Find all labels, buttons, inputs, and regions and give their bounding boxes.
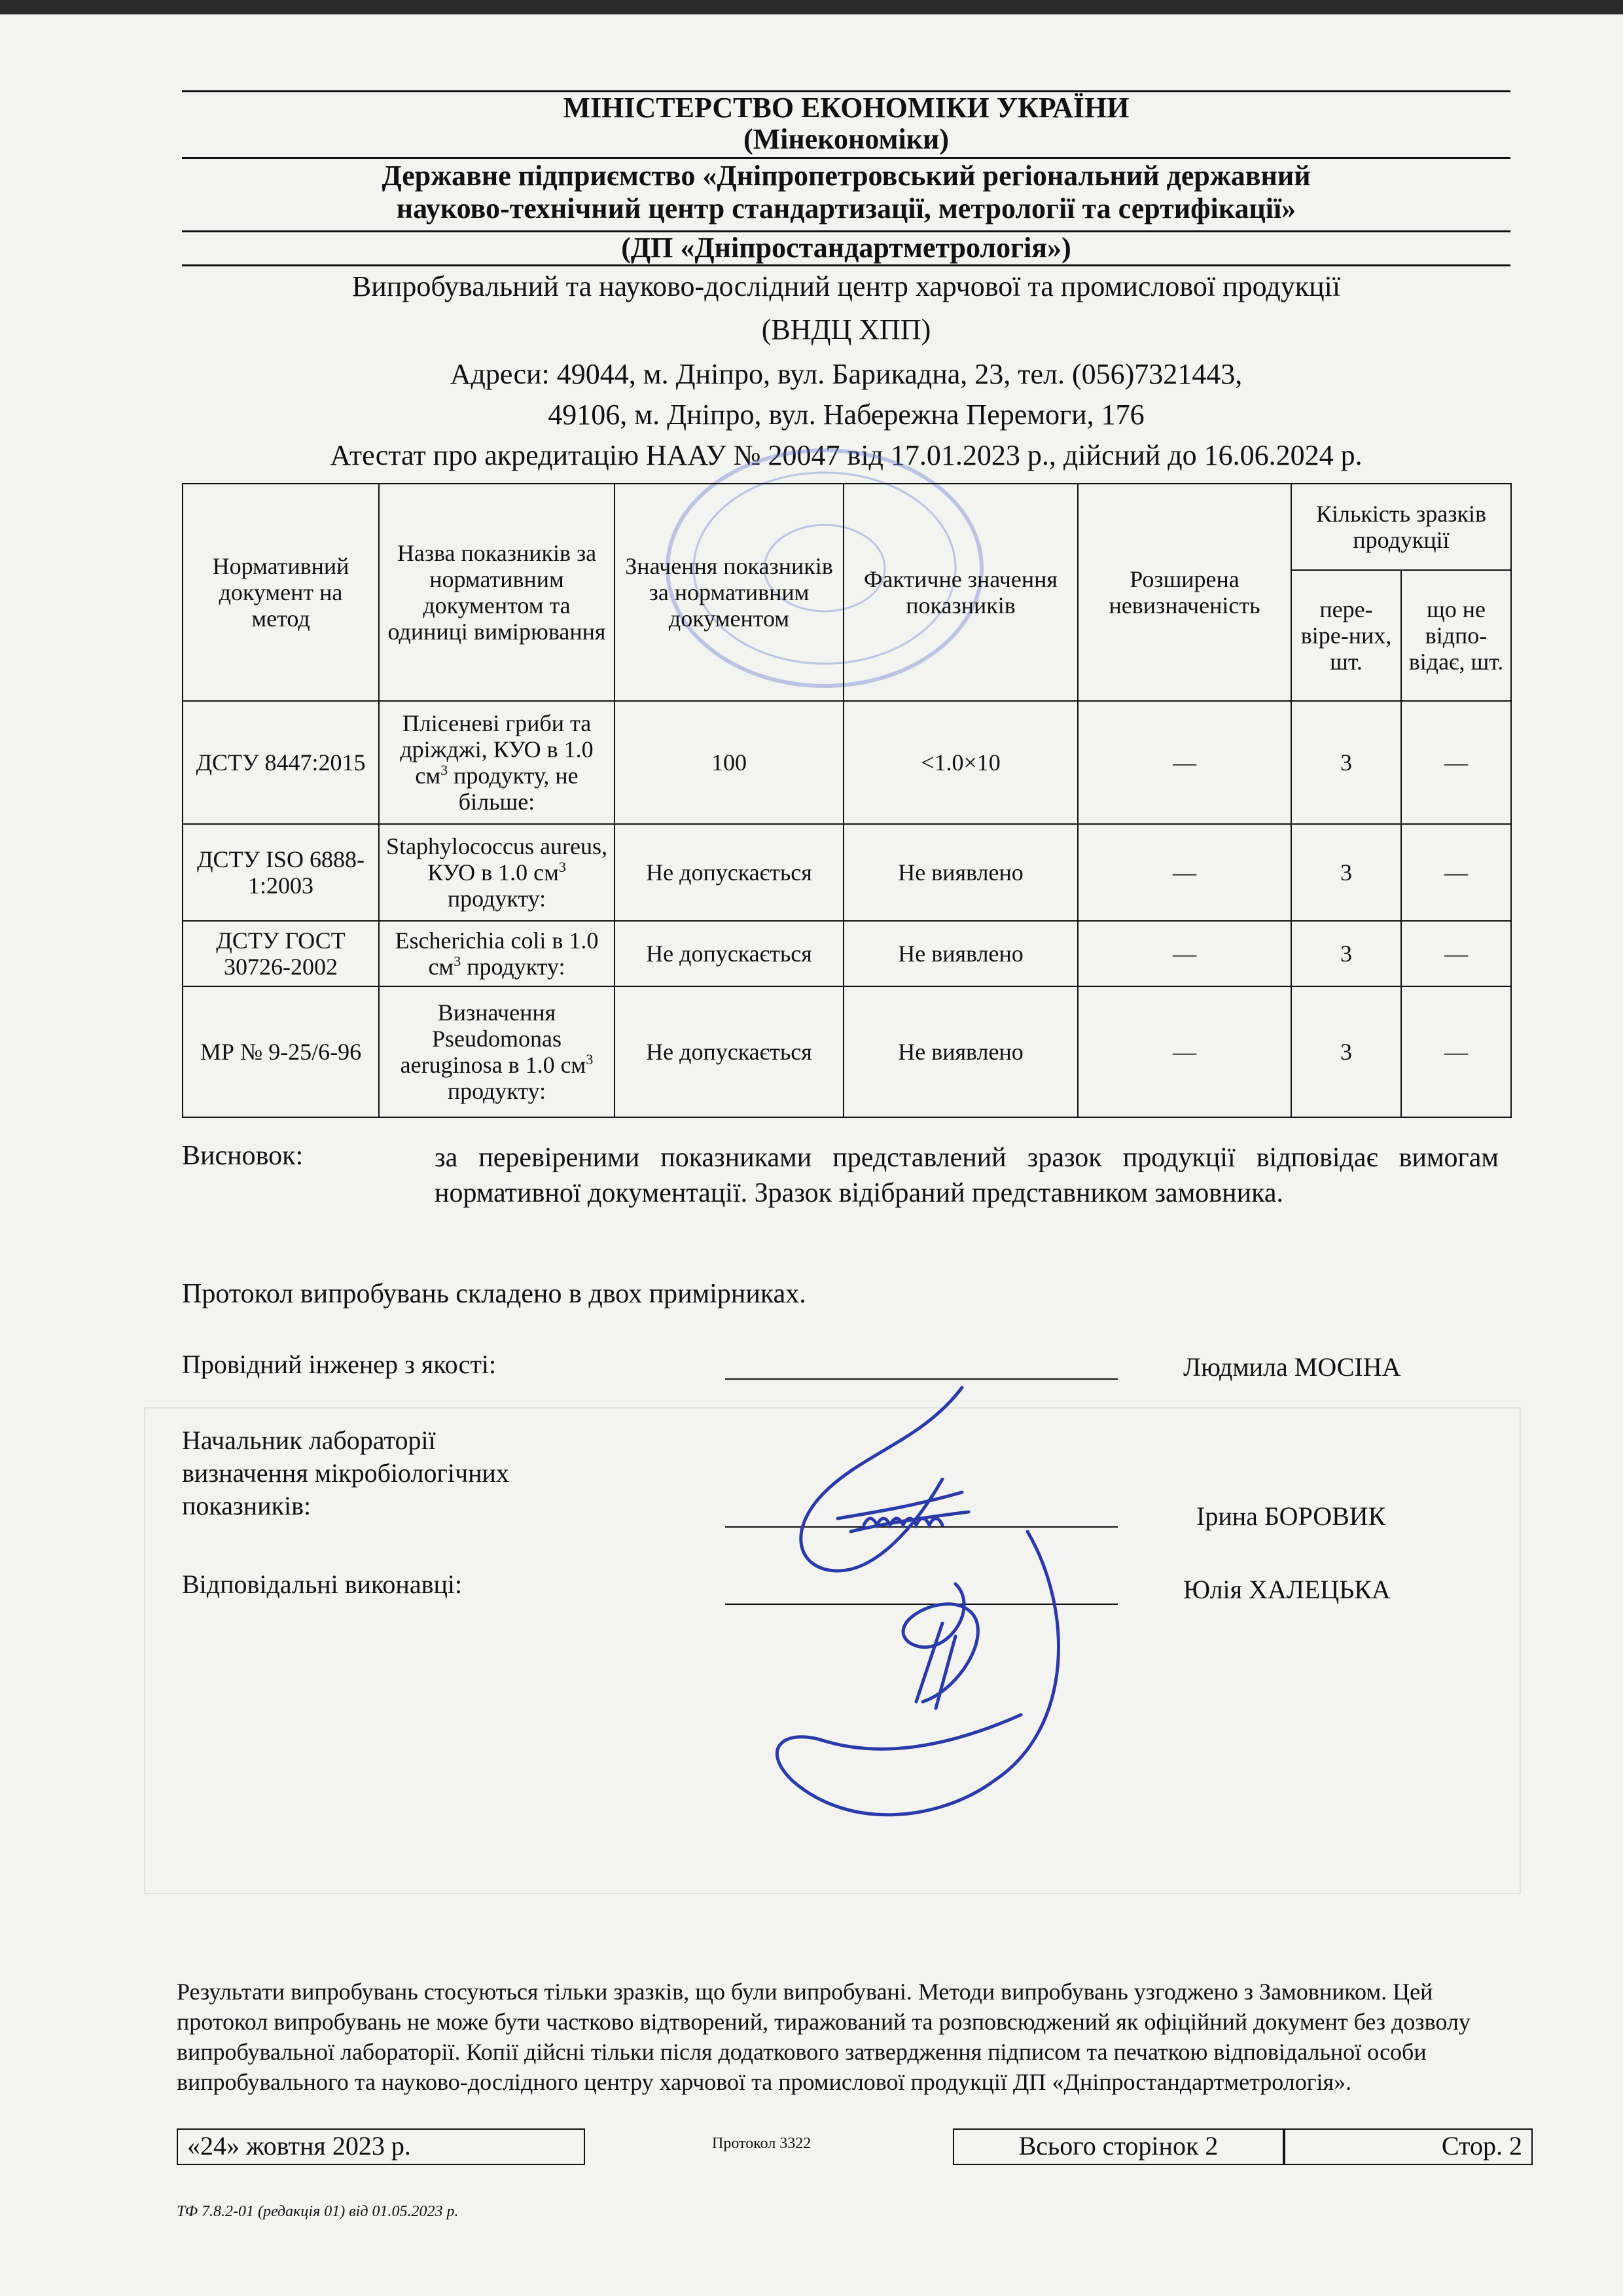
protocol-date-box: «24» жовтня 2023 р.: [177, 2128, 585, 2165]
cell-doc: МР № 9-25/6-96: [183, 986, 379, 1117]
center-name: Випробувальний та науково-дослідний центр харчової та промислової продукції: [351, 270, 1341, 302]
cell-name: Визначення Pseudomonas aeruginosa в 1.0 $см^3$ продукту:: [379, 986, 615, 1117]
cell-name: Плісеневі гриби та дріжджі, КУО в 1.0 $см^3$ продукту, не більше:: [379, 701, 615, 824]
col-header-count: Кількість зразків продукції: [1291, 484, 1511, 570]
cell-nonconf: —: [1401, 986, 1511, 1117]
quality-engineer-role: Провідний інженер з якості:: [182, 1350, 497, 1379]
scan-edge: [0, 0, 1623, 14]
executors-role: Відповідальні виконавці:: [182, 1570, 463, 1599]
cell-checked: 3: [1291, 824, 1401, 921]
enterprise-line2: науково-технічний центр стандартизації, метрології та сертифікації»: [396, 192, 1296, 224]
cell-doc: ДСТУ ГОСТ 30726-2002: [183, 921, 379, 986]
lab-head-role-line3: показників:: [182, 1491, 312, 1520]
cell-name: Staphylococcus aureus, КУО в 1.0 $см^3$ продукту:: [379, 824, 615, 921]
col-header-actual: Фактичне значення показників: [844, 484, 1078, 701]
cell-doc: ДСТУ 8447:2015: [183, 701, 379, 824]
col-header-norm: Значення показників за нормативним документом: [615, 484, 844, 701]
cell-norm: 100: [615, 701, 844, 824]
cell-nonconf: —: [1401, 824, 1511, 921]
executors-name: Юлія ХАЛЕЦЬКА: [1183, 1575, 1391, 1604]
lab-head-role-line1: Начальник лабораторії: [182, 1426, 436, 1455]
cell-norm: Не допускається: [615, 986, 844, 1117]
handwritten-signature: [746, 1361, 1165, 1872]
lab-head-role-line2: визначення мікробіологічних: [182, 1458, 509, 1488]
form-code: ТФ 7.8.2-01 (редакція 01) від 01.05.2023 р.: [177, 2203, 459, 2220]
table-row: [183, 701, 1511, 824]
cell-norm: Не допускається: [615, 824, 844, 921]
page-number-box: Стор. 2: [1284, 2128, 1533, 2165]
cell-checked: 3: [1291, 701, 1401, 824]
col-header-nonconf: що не відпо-відає, шт.: [1401, 570, 1511, 701]
ministry-title: МІНІСТЕРСТВО ЕКОНОМІКИ УКРАЇНИ: [563, 92, 1130, 124]
col-header-doc: Нормативний документ на метод: [183, 484, 379, 701]
cell-actual: Не виявлено: [844, 986, 1078, 1117]
table-row: [183, 824, 1511, 921]
col-header-uncert: Розширена невизначеність: [1078, 484, 1291, 701]
address-line2: 49106, м. Дніпро, вул. Набережна Перемоги, 176: [548, 399, 1145, 431]
total-pages-box: Всього сторінок 2: [953, 2128, 1284, 2165]
ministry-short: (Мінекономіки): [743, 123, 950, 155]
cell-norm: Не допускається: [615, 921, 844, 986]
col-header-name: Назва показників за нормативним документом та одиниці вимірювання: [379, 484, 615, 701]
cell-actual: <1.0×10: [844, 701, 1078, 824]
cell-doc: ДСТУ ISO 6888-1:2003: [183, 824, 379, 921]
disclaimer-text: Результати випробувань стосуються тільки зразків, що були випробувані. Методи випробувань узгоджено з Замовником. Цей протокол випробувань не може бути частково відтворений, тиражований та розповсюджений як офіційний документ без дозволу випробувальної лабораторії. Копії дійсні тільки після додаткового затвердження підписом та печаткою відповідальної особи випробувального та науково-дослідного центру харчової та промислової продукції ДП «Дніпростандартметрологія».: [177, 1979, 1471, 2095]
enterprise-line1: Державне підприємство «Дніпропетровський регіональний державний: [382, 160, 1311, 192]
cell-name: Escherichia coli в 1.0 $см^3$ продукту:: [379, 921, 615, 986]
accreditation-line: Атестат про акредитацію НААУ № 20047 від 17.01.2023 р., дійсний до 16.06.2024 р.: [330, 439, 1363, 471]
protocol-number: Протокол 3322: [712, 2135, 812, 2152]
conclusion-label: Висновок:: [182, 1141, 304, 1171]
cell-uncert: —: [1078, 921, 1291, 986]
cell-checked: 3: [1291, 921, 1401, 986]
quality-engineer-name: Людмила МОСІНА: [1183, 1352, 1401, 1382]
cell-uncert: —: [1078, 986, 1291, 1117]
address-line1: Адреси: 49044, м. Дніпро, вул. Барикадна, 23, тел. (056)7321443,: [450, 358, 1243, 390]
cell-checked: 3: [1291, 986, 1401, 1117]
cell-actual: Не виявлено: [844, 824, 1078, 921]
cell-nonconf: —: [1401, 701, 1511, 824]
cell-nonconf: —: [1401, 921, 1511, 986]
results-table: [182, 483, 1512, 1118]
copies-note: Протокол випробувань складено в двох примірниках.: [182, 1279, 806, 1309]
table-row: [183, 921, 1511, 986]
enterprise-short: (ДП «Дніпростандартметрологія»): [621, 232, 1071, 264]
lab-head-name: Ірина БОРОВИК: [1196, 1501, 1386, 1531]
cell-actual: Не виявлено: [844, 921, 1078, 986]
table-row: [183, 986, 1511, 1117]
cell-uncert: —: [1078, 701, 1291, 824]
center-short: (ВНДЦ ХПП): [761, 314, 931, 346]
header-rule-2: [182, 157, 1510, 159]
col-header-checked: пере-віре-них, шт.: [1291, 570, 1401, 701]
conclusion-text: за перевіреними показниками представлений зразок продукції відповідає вимогам нормативної документації. Зразок відібраний представником замовника.: [435, 1143, 1499, 1208]
header-rule-4: [182, 264, 1510, 266]
cell-uncert: —: [1078, 824, 1291, 921]
